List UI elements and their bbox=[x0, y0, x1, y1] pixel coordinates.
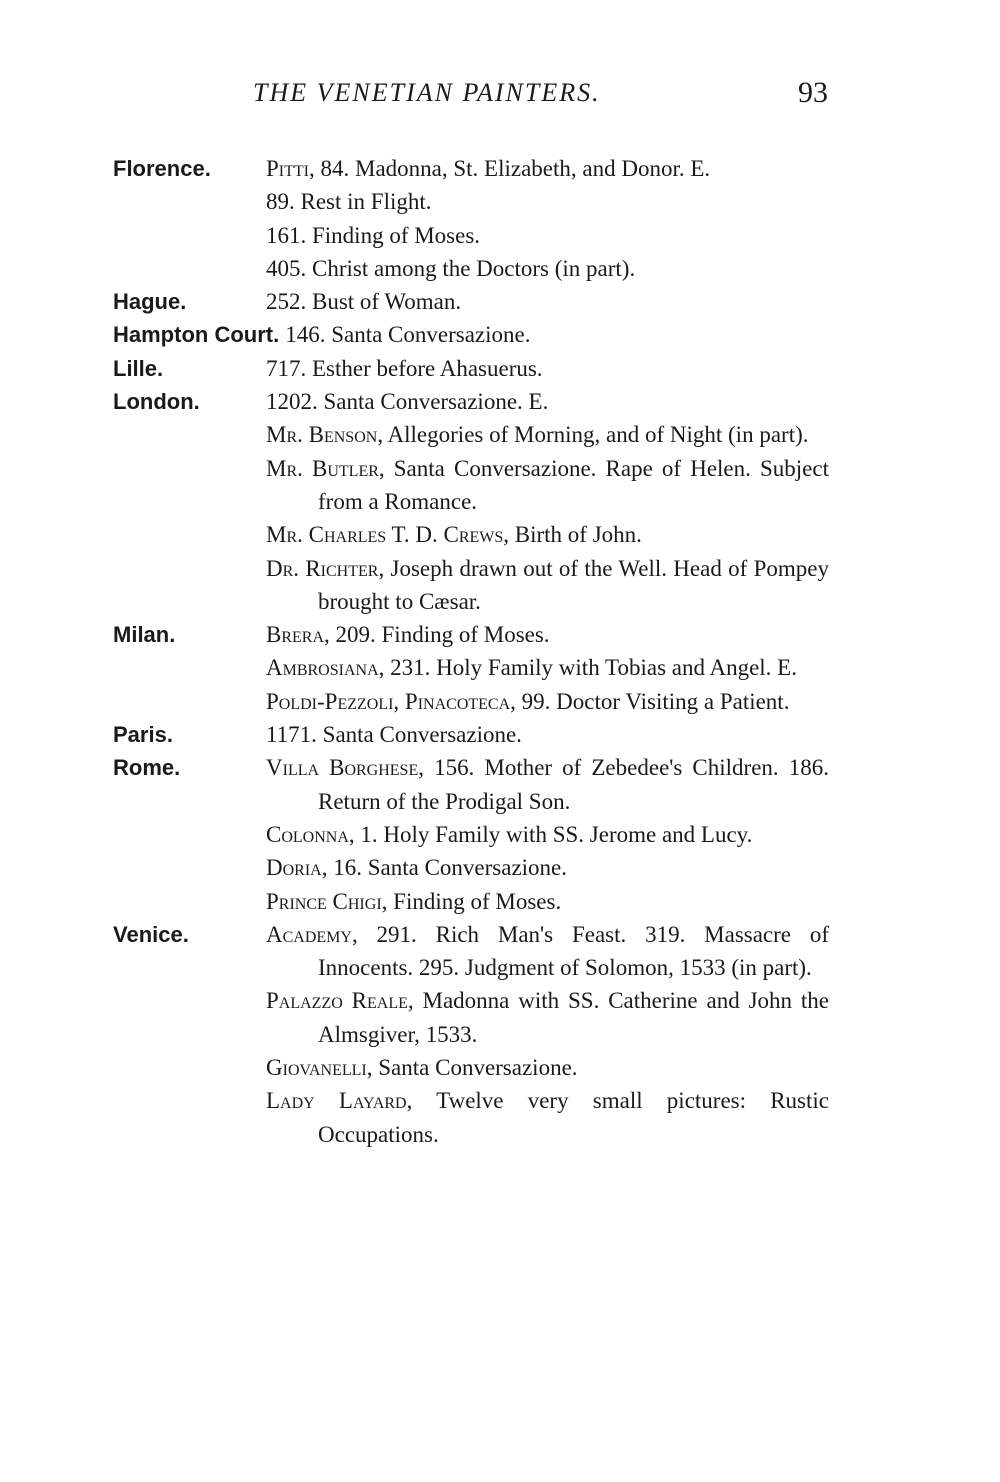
place-name: Hampton Court. bbox=[113, 322, 280, 348]
artwork-description: 161. Finding of Moses. bbox=[266, 222, 481, 248]
collection-name: Mr. Benson bbox=[266, 422, 378, 448]
artwork-item bbox=[266, 984, 829, 1051]
artwork-description: Santa Conversazione. Rape of Helen. Subject from a Romance. bbox=[318, 455, 829, 514]
separator: , bbox=[407, 988, 423, 1014]
page-number: 93 bbox=[798, 76, 828, 109]
place-name: Paris. bbox=[113, 722, 173, 748]
artwork-item bbox=[266, 651, 829, 684]
artwork-list bbox=[266, 918, 829, 1151]
artwork-description: 99. Doctor Visiting a Patient. bbox=[521, 688, 790, 714]
collection-name: Prince Chigi bbox=[266, 888, 382, 914]
collection-name: Poldi-Pezzoli, Pinacoteca bbox=[266, 688, 511, 714]
collection-name: Giovanelli bbox=[266, 1055, 367, 1081]
running-header bbox=[0, 78, 1000, 122]
artwork-item bbox=[266, 1051, 829, 1084]
artwork-item bbox=[266, 1084, 829, 1151]
collection-name: Mr. Butler bbox=[266, 455, 379, 481]
artwork-description: 405. Christ among the Doctors (in part). bbox=[266, 255, 636, 281]
artwork-description: 84. Madonna, St. Elizabeth, and Donor. E. bbox=[320, 156, 711, 181]
collection-name: Mr. Charles T. D. Crews bbox=[266, 522, 504, 548]
place-entry bbox=[0, 385, 1000, 618]
artwork-item bbox=[266, 385, 829, 418]
separator: , bbox=[377, 422, 388, 448]
artwork-item bbox=[266, 352, 829, 385]
separator: , bbox=[503, 522, 515, 548]
collection-name: Doria bbox=[266, 855, 322, 881]
artwork-description: Allegories of Morning, and of Night (in part). bbox=[387, 422, 809, 448]
artwork-item bbox=[266, 618, 829, 651]
separator: , bbox=[348, 821, 361, 847]
running-title: THE VENETIAN PAINTERS. bbox=[253, 78, 601, 107]
artwork-list bbox=[266, 618, 829, 718]
artwork-list bbox=[266, 385, 829, 618]
artwork-item bbox=[266, 285, 829, 318]
artwork-list bbox=[266, 751, 829, 917]
collection-name: Pitti bbox=[266, 156, 309, 181]
artwork-list bbox=[266, 718, 829, 751]
artwork-item bbox=[266, 152, 829, 185]
artwork-item bbox=[266, 185, 829, 218]
artwork-item bbox=[266, 818, 829, 851]
artwork-list bbox=[285, 318, 530, 351]
separator: , bbox=[510, 688, 522, 714]
artwork-item bbox=[266, 918, 829, 985]
artwork-description: 252. Bust of Woman. bbox=[266, 289, 462, 315]
separator: , bbox=[309, 156, 321, 181]
artwork-description: Madonna with SS. Catherine and John the Almsgiver, 1533. bbox=[318, 988, 829, 1047]
place-entry bbox=[0, 152, 1000, 285]
separator: , bbox=[351, 921, 377, 947]
artwork-item bbox=[266, 885, 829, 918]
artwork-description: 156. Mother of Zebedee's Children. 186. Return of the Prodigal Son. bbox=[318, 755, 829, 814]
place-name: Hague. bbox=[113, 289, 187, 315]
catalogue-list bbox=[0, 152, 1000, 1151]
artwork-item bbox=[266, 685, 829, 718]
artwork-description: 89. Rest in Flight. bbox=[266, 189, 432, 215]
artwork-description: 146. Santa Conversazione. bbox=[285, 322, 531, 348]
place-name: Florence. bbox=[113, 156, 211, 181]
place-name: Venice. bbox=[113, 921, 189, 947]
place-entry bbox=[0, 718, 1000, 751]
artwork-description: 717. Esther before Ahasuerus. bbox=[266, 355, 543, 381]
separator: , bbox=[406, 1088, 437, 1114]
place-entry bbox=[0, 318, 1000, 351]
artwork-description: 1. Holy Family with SS. Jerome and Lucy. bbox=[360, 821, 753, 847]
artwork-item bbox=[285, 318, 530, 351]
artwork-item bbox=[266, 452, 829, 519]
collection-name: Villa Borghese bbox=[266, 755, 419, 781]
place-entry bbox=[0, 918, 1000, 1151]
artwork-list bbox=[266, 352, 829, 385]
place-entry bbox=[0, 751, 1000, 917]
separator: , bbox=[324, 622, 336, 648]
place-entry bbox=[0, 618, 1000, 718]
place-name: London. bbox=[113, 389, 200, 415]
separator: , bbox=[378, 455, 394, 481]
collection-name: Brera bbox=[266, 622, 325, 648]
artwork-description: 1202. Santa Conversazione. E. bbox=[266, 389, 549, 415]
place-name: Milan. bbox=[113, 622, 176, 648]
artwork-description: 291. Rich Man's Feast. 319. Massacre of Innocents. 295. Judgment of Solomon, 1533 (in part). bbox=[318, 921, 829, 981]
artwork-list bbox=[266, 285, 829, 318]
separator: , bbox=[378, 655, 391, 681]
artwork-item bbox=[266, 718, 829, 751]
separator: , bbox=[381, 888, 394, 914]
artwork-item bbox=[266, 518, 829, 551]
artwork-description: Twelve very small pictures: Rustic Occupations. bbox=[318, 1088, 829, 1147]
separator: , bbox=[366, 1055, 379, 1081]
collection-name: Colonna bbox=[266, 821, 349, 847]
place-name: Rome. bbox=[113, 755, 181, 781]
collection-name: Ambrosiana bbox=[266, 655, 379, 681]
artwork-description: 231. Holy Family with Tobias and Angel. E. bbox=[390, 655, 797, 681]
artwork-description: 1171. Santa Conversazione. bbox=[266, 722, 522, 748]
separator: , bbox=[378, 555, 391, 581]
artwork-description: Finding of Moses. bbox=[393, 888, 562, 914]
artwork-item bbox=[266, 418, 829, 451]
separator: , bbox=[321, 855, 334, 881]
place-entry bbox=[0, 352, 1000, 385]
collection-name: Dr. Richter bbox=[266, 555, 379, 581]
separator: , bbox=[418, 755, 435, 781]
artwork-description: 209. Finding of Moses. bbox=[335, 622, 550, 648]
artwork-description: Joseph drawn out of the Well. Head of Pompey brought to Cæsar. bbox=[318, 555, 829, 614]
artwork-list bbox=[266, 152, 829, 285]
place-name: Lille. bbox=[113, 355, 164, 381]
artwork-description: Birth of John. bbox=[514, 522, 642, 548]
artwork-description: Santa Conversazione. bbox=[378, 1055, 578, 1081]
artwork-item bbox=[266, 219, 829, 252]
artwork-item bbox=[266, 851, 829, 884]
collection-name: Palazzo Reale bbox=[266, 988, 408, 1014]
artwork-description: 16. Santa Conversazione. bbox=[333, 855, 568, 881]
artwork-item bbox=[266, 252, 829, 285]
collection-name: Lady Layard bbox=[266, 1088, 407, 1114]
artwork-item bbox=[266, 552, 829, 619]
artwork-item bbox=[266, 751, 829, 818]
collection-name: Academy bbox=[266, 921, 352, 947]
place-entry bbox=[0, 285, 1000, 318]
